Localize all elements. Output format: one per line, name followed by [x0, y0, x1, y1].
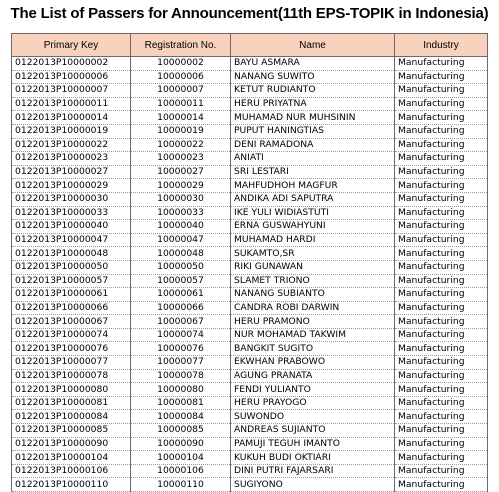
- name-cell: NANANG SUBIANTO: [231, 288, 395, 302]
- column-header-primary-key: Primary Key: [12, 34, 131, 57]
- name-cell: SUKAMTO,SR: [231, 247, 395, 261]
- column-header-registration-no: Registration No.: [131, 34, 231, 57]
- name-cell: DINI PUTRI FAJARSARI: [231, 464, 395, 478]
- registration-no-cell: 10000006: [131, 70, 231, 84]
- name-cell: SRI LESTARI: [231, 165, 395, 179]
- table-row: [12, 124, 488, 138]
- registration-no-cell: 10000080: [131, 383, 231, 397]
- name-cell: EKWHAN PRABOWO: [231, 356, 395, 370]
- industry-cell: Manufacturing: [395, 179, 488, 193]
- registration-no-cell: 10000106: [131, 464, 231, 478]
- primary-key-cell: 0122013P10000011: [12, 97, 131, 111]
- primary-key-cell: 0122013P10000047: [12, 233, 131, 247]
- name-cell: ANDIKA ADI SAPUTRA: [231, 192, 395, 206]
- table-row: [12, 165, 488, 179]
- industry-cell: Manufacturing: [395, 57, 488, 71]
- registration-no-cell: 10000066: [131, 301, 231, 315]
- name-cell: HERU PRAMONO: [231, 315, 395, 329]
- name-cell: DENI RAMADONA: [231, 138, 395, 152]
- registration-no-cell: 10000085: [131, 424, 231, 438]
- primary-key-cell: 0122013P10000030: [12, 192, 131, 206]
- industry-cell: Manufacturing: [395, 192, 488, 206]
- registration-no-cell: 10000029: [131, 179, 231, 193]
- table-row: [12, 57, 488, 71]
- industry-cell: Manufacturing: [395, 464, 488, 478]
- table-body: [12, 57, 488, 492]
- industry-cell: Manufacturing: [395, 152, 488, 166]
- primary-key-cell: 0122013P10000104: [12, 451, 131, 465]
- primary-key-cell: 0122013P10000040: [12, 220, 131, 234]
- name-cell: KETUT RUDIANTO: [231, 84, 395, 98]
- primary-key-cell: 0122013P10000007: [12, 84, 131, 98]
- table-row: [12, 179, 488, 193]
- registration-no-cell: 10000057: [131, 274, 231, 288]
- industry-cell: Manufacturing: [395, 97, 488, 111]
- table-row: [12, 97, 488, 111]
- primary-key-cell: 0122013P10000078: [12, 369, 131, 383]
- registration-no-cell: 10000022: [131, 138, 231, 152]
- registration-no-cell: 10000078: [131, 369, 231, 383]
- primary-key-cell: 0122013P10000080: [12, 383, 131, 397]
- column-header-industry: Industry: [395, 34, 488, 57]
- registration-no-cell: 10000081: [131, 396, 231, 410]
- name-cell: SLAMET TRIONO: [231, 274, 395, 288]
- primary-key-cell: 0122013P10000027: [12, 165, 131, 179]
- table-row: [12, 111, 488, 125]
- name-cell: NUR MOHAMAD TAKWIM: [231, 328, 395, 342]
- industry-cell: Manufacturing: [395, 328, 488, 342]
- industry-cell: Manufacturing: [395, 247, 488, 261]
- industry-cell: Manufacturing: [395, 478, 488, 492]
- name-cell: SUGIYONO: [231, 478, 395, 492]
- registration-no-cell: 10000002: [131, 57, 231, 71]
- primary-key-cell: 0122013P10000077: [12, 356, 131, 370]
- industry-cell: Manufacturing: [395, 70, 488, 84]
- primary-key-cell: 0122013P10000061: [12, 288, 131, 302]
- primary-key-cell: 0122013P10000066: [12, 301, 131, 315]
- name-cell: HERU PRAYOGO: [231, 396, 395, 410]
- industry-cell: Manufacturing: [395, 383, 488, 397]
- primary-key-cell: 0122013P10000076: [12, 342, 131, 356]
- table-row: [12, 288, 488, 302]
- registration-no-cell: 10000104: [131, 451, 231, 465]
- name-cell: SUWONDO: [231, 410, 395, 424]
- table-row: [12, 464, 488, 478]
- table-row: [12, 437, 488, 451]
- name-cell: MAHFUDHOH MAGFUR: [231, 179, 395, 193]
- name-cell: ERNA GUSWAHYUNI: [231, 220, 395, 234]
- industry-cell: Manufacturing: [395, 301, 488, 315]
- industry-cell: Manufacturing: [395, 84, 488, 98]
- industry-cell: Manufacturing: [395, 424, 488, 438]
- registration-no-cell: 10000007: [131, 84, 231, 98]
- registration-no-cell: 10000011: [131, 97, 231, 111]
- industry-cell: Manufacturing: [395, 451, 488, 465]
- table-row: [12, 383, 488, 397]
- primary-key-cell: 0122013P10000023: [12, 152, 131, 166]
- registration-no-cell: 10000110: [131, 478, 231, 492]
- registration-no-cell: 10000019: [131, 124, 231, 138]
- name-cell: CANDRA ROBI DARWIN: [231, 301, 395, 315]
- name-cell: AGUNG PRANATA: [231, 369, 395, 383]
- industry-cell: Manufacturing: [395, 233, 488, 247]
- industry-cell: Manufacturing: [395, 437, 488, 451]
- registration-no-cell: 10000047: [131, 233, 231, 247]
- primary-key-cell: 0122013P10000085: [12, 424, 131, 438]
- name-cell: ANDREAS SUJIANTO: [231, 424, 395, 438]
- primary-key-cell: 0122013P10000057: [12, 274, 131, 288]
- industry-cell: Manufacturing: [395, 124, 488, 138]
- primary-key-cell: 0122013P10000067: [12, 315, 131, 329]
- registration-no-cell: 10000067: [131, 315, 231, 329]
- industry-cell: Manufacturing: [395, 288, 488, 302]
- registration-no-cell: 10000076: [131, 342, 231, 356]
- industry-cell: Manufacturing: [395, 369, 488, 383]
- industry-cell: Manufacturing: [395, 111, 488, 125]
- table-row: [12, 233, 488, 247]
- name-cell: FENDI YULIANTO: [231, 383, 395, 397]
- table-row: [12, 424, 488, 438]
- primary-key-cell: 0122013P10000014: [12, 111, 131, 125]
- primary-key-cell: 0122013P10000084: [12, 410, 131, 424]
- name-cell: IKE YULI WIDIASTUTI: [231, 206, 395, 220]
- passers-table: [11, 33, 488, 492]
- industry-cell: Manufacturing: [395, 220, 488, 234]
- name-cell: MUHAMAD HARDI: [231, 233, 395, 247]
- table-row: [12, 356, 488, 370]
- industry-cell: Manufacturing: [395, 396, 488, 410]
- primary-key-cell: 0122013P10000074: [12, 328, 131, 342]
- primary-key-cell: 0122013P10000002: [12, 57, 131, 71]
- primary-key-cell: 0122013P10000019: [12, 124, 131, 138]
- registration-no-cell: 10000014: [131, 111, 231, 125]
- name-cell: PAMUJI TEGUH IMANTO: [231, 437, 395, 451]
- table-row: [12, 152, 488, 166]
- industry-cell: Manufacturing: [395, 206, 488, 220]
- name-cell: BANGKIT SUGITO: [231, 342, 395, 356]
- name-cell: RIKI GUNAWAN: [231, 260, 395, 274]
- primary-key-cell: 0122013P10000050: [12, 260, 131, 274]
- name-cell: NANANG SUWITO: [231, 70, 395, 84]
- name-cell: BAYU ASMARA: [231, 57, 395, 71]
- registration-no-cell: 10000050: [131, 260, 231, 274]
- table-row: [12, 138, 488, 152]
- table-row: [12, 206, 488, 220]
- registration-no-cell: 10000030: [131, 192, 231, 206]
- industry-cell: Manufacturing: [395, 342, 488, 356]
- primary-key-cell: 0122013P10000090: [12, 437, 131, 451]
- page-title: The List of Passers for Announcement(11th EPS-TOPIK in Indonesia): [10, 5, 489, 22]
- registration-no-cell: 10000061: [131, 288, 231, 302]
- table-row: [12, 396, 488, 410]
- registration-no-cell: 10000027: [131, 165, 231, 179]
- industry-cell: Manufacturing: [395, 260, 488, 274]
- table-row: [12, 192, 488, 206]
- table-row: [12, 260, 488, 274]
- table-row: [12, 478, 488, 492]
- registration-no-cell: 10000048: [131, 247, 231, 261]
- table-row: [12, 315, 488, 329]
- registration-no-cell: 10000084: [131, 410, 231, 424]
- column-header-name: Name: [231, 34, 395, 57]
- table-row: [12, 451, 488, 465]
- name-cell: HERU PRIYATNA: [231, 97, 395, 111]
- registration-no-cell: 10000077: [131, 356, 231, 370]
- industry-cell: Manufacturing: [395, 274, 488, 288]
- registration-no-cell: 10000074: [131, 328, 231, 342]
- industry-cell: Manufacturing: [395, 315, 488, 329]
- primary-key-cell: 0122013P10000048: [12, 247, 131, 261]
- name-cell: ANIATI: [231, 152, 395, 166]
- name-cell: MUHAMAD NUR MUHSININ: [231, 111, 395, 125]
- table-row: [12, 70, 488, 84]
- primary-key-cell: 0122013P10000033: [12, 206, 131, 220]
- primary-key-cell: 0122013P10000106: [12, 464, 131, 478]
- table-row: [12, 369, 488, 383]
- table-row: [12, 84, 488, 98]
- industry-cell: Manufacturing: [395, 356, 488, 370]
- primary-key-cell: 0122013P10000110: [12, 478, 131, 492]
- registration-no-cell: 10000040: [131, 220, 231, 234]
- registration-no-cell: 10000033: [131, 206, 231, 220]
- primary-key-cell: 0122013P10000006: [12, 70, 131, 84]
- table-row: [12, 220, 488, 234]
- table-row: [12, 342, 488, 356]
- registration-no-cell: 10000023: [131, 152, 231, 166]
- name-cell: KUKUH BUDI OKTIARI: [231, 451, 395, 465]
- primary-key-cell: 0122013P10000081: [12, 396, 131, 410]
- name-cell: PUPUT HANINGTIAS: [231, 124, 395, 138]
- table-row: [12, 328, 488, 342]
- table-row: [12, 410, 488, 424]
- registration-no-cell: 10000090: [131, 437, 231, 451]
- industry-cell: Manufacturing: [395, 138, 488, 152]
- table-row: [12, 247, 488, 261]
- primary-key-cell: 0122013P10000022: [12, 138, 131, 152]
- table-row: [12, 301, 488, 315]
- industry-cell: Manufacturing: [395, 410, 488, 424]
- primary-key-cell: 0122013P10000029: [12, 179, 131, 193]
- table-row: [12, 274, 488, 288]
- industry-cell: Manufacturing: [395, 165, 488, 179]
- table-header-row: [12, 34, 488, 57]
